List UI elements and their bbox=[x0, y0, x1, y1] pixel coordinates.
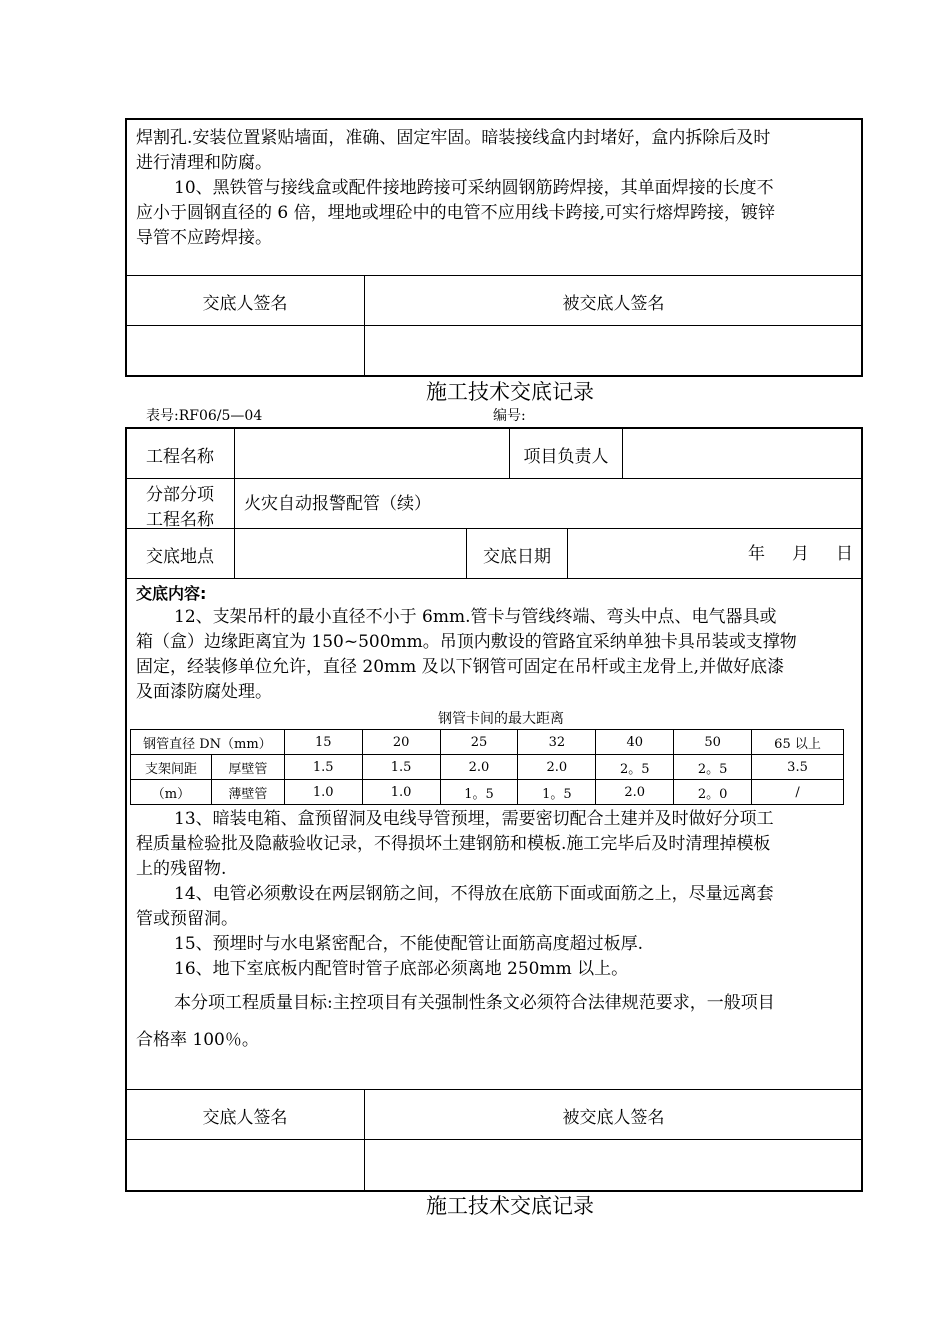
thin-wall-value: 1.0 bbox=[284, 780, 362, 805]
receiver-signature-label: 被交底人签名 bbox=[562, 294, 665, 314]
item-12-line: 12、支架吊杆的最小直径不小于 6mm.管卡与管线终端、弯头中点、电气器具或 bbox=[174, 607, 777, 627]
thick-wall-value: 2.0 bbox=[440, 755, 518, 780]
sub-project-value: 火灾自动报警配管（续） bbox=[244, 494, 431, 514]
item-13-line: 13、暗装电箱、盒预留洞及电线导管预埋，需要密切配合土建并及时做好分项工 bbox=[174, 809, 774, 829]
item-13-line: 程质量检验批及隐蔽验收记录，不得损坏土建钢筋和模板.施工完毕后及时清理掉模板 bbox=[136, 834, 771, 854]
dn-value: 50 bbox=[674, 730, 752, 755]
item-14-line: 14、电管必须敷设在两层钢筋之间，不得放在底筋下面或面筋之上，尽量远离套 bbox=[174, 884, 774, 904]
divider bbox=[125, 478, 863, 479]
divider bbox=[125, 275, 863, 276]
thin-wall-value: 2。0 bbox=[674, 780, 752, 805]
discloser-signature-label: 交底人签名 bbox=[202, 1108, 288, 1128]
date-day: 日 bbox=[836, 544, 853, 564]
next-record-title: 施工技术交底记录 bbox=[426, 1194, 594, 1218]
quality-goal-line: 本分项工程质量目标:主控项目有关强制性条文必须符合法律规范要求，一般项目 bbox=[174, 993, 775, 1013]
form-number: 表号:RF06/5—04 bbox=[146, 408, 263, 424]
divider bbox=[125, 1139, 863, 1140]
top-text-line: 焊割孔.安装位置紧贴墙面，准确、固定牢固。暗装接线盒内封堵好，盒内拆除后及时 bbox=[136, 128, 771, 148]
project-name-label: 工程名称 bbox=[146, 447, 214, 467]
table-row bbox=[131, 755, 844, 780]
thin-wall-value: 1。5 bbox=[518, 780, 596, 805]
divider bbox=[125, 578, 863, 579]
dn-value: 65 以上 bbox=[752, 730, 844, 755]
sub-project-label: 分部分项 bbox=[146, 485, 214, 505]
thin-wall-value: / bbox=[752, 780, 844, 805]
date-year: 年 bbox=[748, 544, 765, 564]
thick-wall-label: 厚壁管 bbox=[211, 755, 284, 780]
location-label: 交底地点 bbox=[146, 547, 214, 567]
table-row bbox=[131, 780, 844, 805]
project-lead-label: 项目负责人 bbox=[523, 447, 609, 467]
thin-wall-value: 1。5 bbox=[440, 780, 518, 805]
table-row bbox=[131, 730, 844, 755]
item-15-line: 15、预埋时与水电紧密配合，不能使配管让面筋高度超过板厚. bbox=[174, 934, 644, 954]
sub-project-label: 工程名称 bbox=[146, 510, 214, 530]
item-10-line: 10、黑铁管与接线盒或配件接地跨接可采纳圆钢筋跨焊接，其单面焊接的长度不 bbox=[174, 178, 774, 198]
item-16-line: 16、地下室底板内配管时管子底部必须离地 250mm 以上。 bbox=[174, 959, 629, 979]
dn-value: 25 bbox=[440, 730, 518, 755]
divider bbox=[567, 528, 568, 578]
thick-wall-value: 1.5 bbox=[362, 755, 440, 780]
item-12-line: 及面漆防腐处理。 bbox=[136, 682, 272, 702]
pipe-clamp-spacing-table bbox=[130, 729, 844, 805]
thin-wall-label: 薄壁管 bbox=[211, 780, 284, 805]
spacing-label: 支架间距 bbox=[131, 755, 212, 780]
spacing-unit-label: （m） bbox=[131, 780, 212, 805]
dn-value: 15 bbox=[284, 730, 362, 755]
record-title: 施工技术交底记录 bbox=[426, 380, 594, 404]
thick-wall-value: 2。5 bbox=[674, 755, 752, 780]
item-12-line: 箱（盒）边缘距离宜为 150~500mm。吊顶内敷设的管路宜采纳单独卡具吊装或支撑物 bbox=[136, 632, 797, 652]
thick-wall-value: 2。5 bbox=[596, 755, 674, 780]
divider bbox=[234, 428, 235, 578]
item-10-line: 应小于圆钢直径的 6 倍，埋地或埋砼中的电管不应用线卡跨接,可实行熔焊跨接，镀锌 bbox=[136, 203, 776, 223]
dn-value: 40 bbox=[596, 730, 674, 755]
thin-wall-value: 1.0 bbox=[362, 780, 440, 805]
item-14-line: 管或预留洞。 bbox=[136, 909, 238, 929]
top-text-line: 进行清理和防腐。 bbox=[136, 153, 272, 173]
item-13-line: 上的残留物. bbox=[136, 859, 227, 879]
thick-wall-value: 3.5 bbox=[752, 755, 844, 780]
dn-value: 20 bbox=[362, 730, 440, 755]
discloser-signature-label: 交底人签名 bbox=[202, 294, 288, 314]
thick-wall-value: 2.0 bbox=[518, 755, 596, 780]
divider bbox=[622, 428, 623, 478]
serial-number-label: 编号: bbox=[493, 408, 526, 424]
date-label: 交底日期 bbox=[483, 547, 551, 567]
table-caption: 钢管卡间的最大距离 bbox=[438, 711, 564, 727]
divider bbox=[125, 1089, 863, 1090]
thick-wall-value: 1.5 bbox=[284, 755, 362, 780]
content-heading: 交底内容: bbox=[136, 584, 207, 603]
dn-value: 32 bbox=[518, 730, 596, 755]
item-10-line: 导管不应跨焊接。 bbox=[136, 228, 272, 248]
receiver-signature-label: 被交底人签名 bbox=[562, 1108, 665, 1128]
quality-goal-line: 合格率 100％。 bbox=[136, 1030, 259, 1050]
divider bbox=[125, 325, 863, 326]
item-12-line: 固定，经装修单位允许，直径 20mm 及以下钢管可固定在吊杆或主龙骨上,并做好底漆 bbox=[136, 657, 785, 677]
thin-wall-value: 2.0 bbox=[596, 780, 674, 805]
dn-label: 钢管直径 DN（mm） bbox=[131, 730, 285, 755]
date-month: 月 bbox=[792, 544, 809, 564]
divider bbox=[125, 528, 863, 529]
